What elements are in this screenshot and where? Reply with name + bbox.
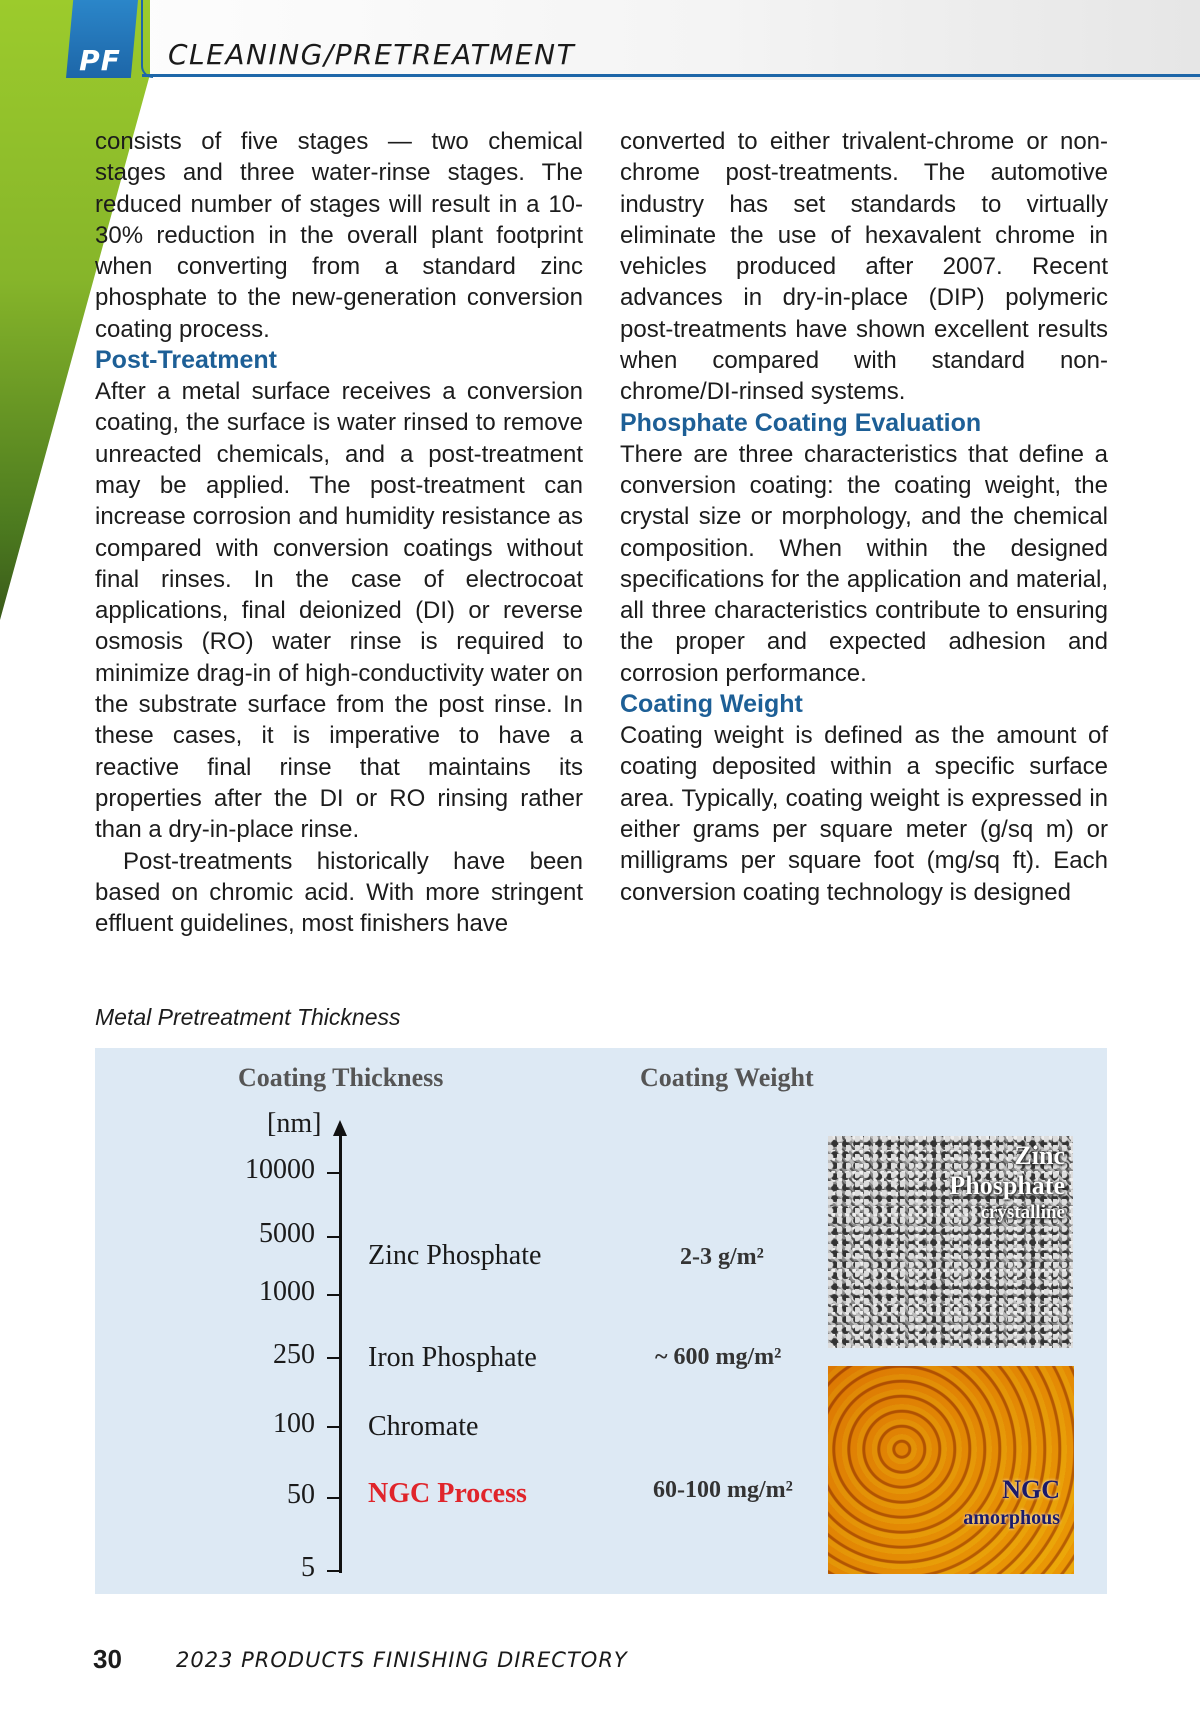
tick-label-250: 250 [273, 1339, 315, 1370]
heading-post-treatment: Post-Treatment [95, 346, 277, 375]
page-number: 30 [93, 1644, 122, 1674]
coating-ngc-process: NGC Process [368, 1478, 527, 1509]
left-paragraph-3: Post-treatments historically have been based on chromic acid. With more stringent effluent guidelines, most finishers have [95, 847, 583, 938]
ngc-micrograph [828, 1366, 1074, 1574]
axis-tick [327, 1294, 340, 1296]
right-column [620, 126, 1108, 908]
axis-unit-label: [nm] [267, 1108, 322, 1139]
axis-tick [327, 1497, 340, 1499]
axis-tick [327, 1570, 340, 1572]
axis-tick [327, 1426, 340, 1428]
right-paragraph-2: There are three characteristics that define a conversion coating: the coating weight, the crystal size or morphology, and the chemical composition. When within the designed specifications for the application and material, all three characteristics contribute to ensuring the proper and expected adhesion and corrosion performance. [620, 440, 1108, 687]
zinc-image-label-1: Zinc [1014, 1141, 1065, 1170]
thickness-figure [95, 1048, 1107, 1594]
tick-label-50: 50 [287, 1479, 315, 1510]
thickness-header: Coating Thickness [238, 1063, 444, 1092]
coating-zinc-phosphate: Zinc Phosphate [368, 1240, 542, 1271]
coating-chromate: Chromate [368, 1411, 479, 1442]
pf-logo: PF [79, 44, 121, 77]
zinc-image-label-3: crystalline [980, 1202, 1065, 1223]
right-paragraph-1: converted to either trivalent-chrome or non-chrome post-treatments. The automotive industry has set standards to virtually eliminate the use of hexavalent chrome in vehicles produced after 2007. Recent advances in dry-in-place (DIP) polymeric post-treatments have shown excellent results when compared with standard non-chrome/DI-rinsed systems. [620, 128, 1108, 406]
left-paragraph-1: consists of five stages — two chemical stages and three water-rinse stages. The reduced number of stages will result in a 10-30% reduction in the overall plant footprint when converting from a standard zinc phosphate to the new-generation conversion coating process. [95, 128, 583, 343]
tick-label-1000: 1000 [259, 1276, 315, 1307]
header-corner-line [141, 0, 153, 78]
figure-caption: Metal Pretreatment Thickness [95, 1004, 401, 1030]
heading-phosphate-coating-evaluation: Phosphate Coating Evaluation [620, 408, 982, 437]
zinc-image-label-2: Phosphate [949, 1171, 1065, 1200]
left-paragraph-2: After a metal surface receives a conversion coating, the surface is water rinsed to remove unreacted chemicals, and a post-treatment may be applied. The post-treatment can increase corrosion and humidity resistance as compared with conversion coatings without final rinses. In the case of electrocoat applications, final deionized (DI) or reverse osmosis (RO) water rinse is required to minimize drag-in of high-conductivity water on the substrate surface from the post rinse. In these cases, it is imperative to have a reactive final rinse that maintains its properties after the DI or RO rinsing rather than a dry-in-place rinse. [95, 378, 583, 844]
publication-name: 2023 PRODUCTS FINISHING DIRECTORY [176, 1648, 628, 1672]
heading-coating-weight: Coating Weight [620, 690, 803, 719]
zinc-phosphate-micrograph [828, 1136, 1073, 1348]
tick-label-100: 100 [273, 1408, 315, 1439]
weight-zinc-phosphate: 2-3 g/m² [680, 1244, 764, 1270]
weight-header: Coating Weight [640, 1063, 814, 1092]
right-paragraph-3: Coating weight is defined as the amount of coating deposited within a specific surface area. Typically, coating weight is expressed in either grams per square meter (g/sq m) or milligrams per square foot (mg/sq ft). Each conversion coating technology is designed [620, 722, 1108, 906]
weight-iron-phosphate: ~ 600 mg/m² [655, 1344, 782, 1370]
axis-tick [327, 1172, 340, 1174]
tick-label-5: 5 [301, 1552, 315, 1583]
axis-tick [327, 1236, 340, 1238]
header-rule [142, 74, 1200, 77]
left-column [95, 126, 583, 939]
section-title: CLEANING/PRETREATMENT [168, 38, 576, 71]
tick-label-5000: 5000 [259, 1218, 315, 1249]
coating-iron-phosphate: Iron Phosphate [368, 1342, 537, 1373]
thickness-axis [339, 1133, 342, 1573]
ngc-image-label-1: NGC [1002, 1475, 1060, 1504]
axis-tick [327, 1357, 340, 1359]
ngc-image-label-2: amorphous [963, 1507, 1060, 1529]
weight-ngc-process: 60-100 mg/m² [653, 1477, 793, 1503]
tick-label-10000: 10000 [245, 1154, 315, 1185]
